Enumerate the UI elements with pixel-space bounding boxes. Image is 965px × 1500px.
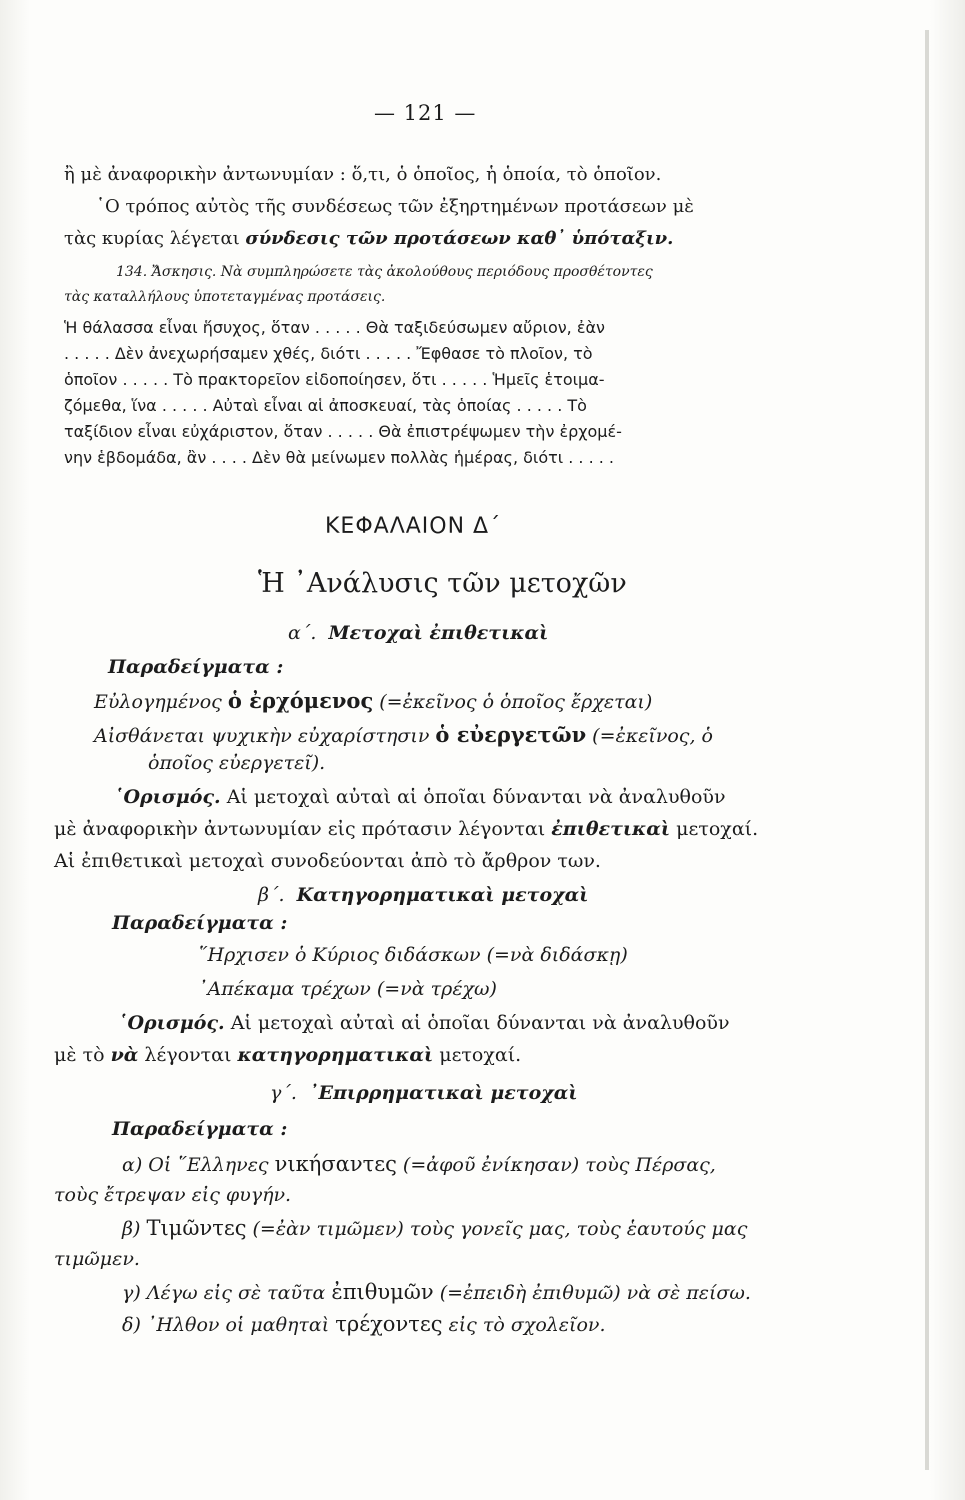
chapter-label: ΚΕΦΑΛΑΙΟΝ Δ΄ [325, 514, 502, 539]
exercise-line-5: ταξίδιον εἶναι εὐχάριστον, ὅταν . . . . . Θὰ ἐπιστρέψωμεν τὴν ἐρχομέ- [64, 422, 622, 441]
page-number: — 121 — [374, 101, 477, 125]
section-c-heading: γ΄. ᾽Επιρρηματικαὶ μετοχαὶ [270, 1082, 578, 1104]
chapter-title: Ἡ ᾽Ανάλυσις τῶν μετοχῶν [258, 568, 627, 599]
section-c-example-c: γ) Λέγω εἰς σὲ ταῦτα ἐπιθυμῶν (=ἐπειδὴ ἐπιθυμῶ) νὰ σὲ πείσω. [122, 1280, 751, 1304]
section-b-examples-label: Παραδείγματα : [112, 912, 288, 934]
section-a-heading: α΄. Μετοχαὶ ἐπιθετικαὶ [288, 622, 549, 644]
section-b-heading: β΄. Κατηγορηματικαὶ μετοχαὶ [258, 884, 589, 906]
section-c-examples-label: Παραδείγματα : [112, 1118, 288, 1140]
section-a-definition-1: ῾Ορισμός. Αἱ μετοχαὶ αὐταὶ αἱ ὁποῖαι δύνανται νὰ ἀναλυθοῦν [114, 786, 726, 808]
intro-line-2: ῾Ο τρόπος αὐτὸς τῆς συνδέσεως τῶν ἐξηρτημένων προτάσεων μὲ [96, 196, 694, 217]
section-c-example-a: α) Οἱ ῞Ελληνες νικήσαντες (=ἀφοῦ ἐνίκησαν) τοὺς Πέρσας, [122, 1152, 716, 1176]
section-a-examples-label: Παραδείγματα : [108, 656, 284, 678]
section-a-example-2-cont: ὁποῖος εὐεργετεῖ). [148, 752, 326, 774]
exercise-instruction: τὰς καταλλήλους ὑποτεταγμένας προτάσεις. [64, 289, 386, 305]
term-syndesis: σύνδεσις τῶν προτάσεων καθ᾽ ὑπόταξιν. [245, 228, 674, 249]
section-c-example-b: β) Τιμῶντες (=ἐὰν τιμῶμεν) τοὺς γονεῖς μας, τοὺς ἑαυτούς μας [122, 1216, 748, 1240]
exercise-line-2: . . . . . Δὲν ἀνεχωρήσαμεν χθές, διότι . . . . . Ἔφθασε τὸ πλοῖον, τὸ [64, 344, 593, 363]
section-c-example-b-cont: τιμῶμεν. [54, 1248, 140, 1270]
section-a-definition-3: Αἱ ἐπιθετικαὶ μετοχαὶ συνοδεύονται ἀπὸ τὸ ἄρθρον των. [54, 850, 601, 872]
exercise-line-4: ζόμεθα, ἵνα . . . . . Αὐταὶ εἶναι αἱ ἀποσκευαί, τὰς ὁποίας . . . . . Τὸ [64, 396, 587, 415]
exercise-line-1: Ἡ θάλασσα εἶναι ἥσυχος, ὅταν . . . . . Θὰ ταξιδεύσωμεν αὔριον, ἐὰν [64, 318, 605, 337]
exercise-heading: 134. Ἄσκησις. Νὰ συμπληρώσετε τὰς ἀκολούθους περιόδους προσθέτοντες [116, 264, 653, 280]
section-a-example-1: Εὐλογημένος ὁ ἐρχόμενος (=ἐκεῖνος ὁ ὁποῖος ἔρχεται) [94, 688, 653, 713]
intro-line-1: ἢ μὲ ἀναφορικὴν ἀντωνυμίαν : ὅ,τι, ὁ ὁποῖος, ἡ ὁποία, τὸ ὁποῖον. [64, 164, 662, 185]
intro-line-3: τὰς κυρίας λέγεται σύνδεσις τῶν προτάσεων καθ᾽ ὑπόταξιν. [64, 228, 674, 249]
section-b-definition-1: ῾Ορισμός. Αἱ μετοχαὶ αὐταὶ αἱ ὁποῖαι δύνανται νὰ ἀναλυθοῦν [118, 1012, 730, 1034]
section-b-example-1: ῞Ηρχισεν ὁ Κύριος διδάσκων (=νὰ διδάσκῃ) [198, 944, 628, 966]
section-c-example-d: δ) ᾽Ηλθον οἱ μαθηταὶ τρέχοντες εἰς τὸ σχολεῖον. [122, 1312, 606, 1336]
section-a-example-2: Αἰσθάνεται ψυχικὴν εὐχαρίστησιν ὁ εὐεργετῶν (=ἐκεῖνος, ὁ [94, 722, 713, 747]
section-b-definition-2: μὲ τὸ νὰ λέγονται κατηγορηματικαὶ μετοχαί. [54, 1044, 522, 1066]
page-edge [925, 30, 929, 1470]
exercise-line-3: ὁποῖον . . . . . Τὸ πρακτορεῖον εἰδοποίησεν, ὅτι . . . . . Ἡμεῖς ἑτοιμα- [64, 370, 605, 389]
section-b-example-2: ᾽Απέκαμα τρέχων (=νὰ τρέχω) [198, 978, 497, 1000]
section-a-definition-2: μὲ ἀναφορικὴν ἀντωνυμίαν εἰς πρότασιν λέγονται ἐπιθετικαὶ μετοχαί. [54, 818, 759, 840]
exercise-line-6: νην ἑβδομάδα, ἂν . . . . Δὲν θὰ μείνωμεν πολλὰς ἡμέρας, διότι . . . . . [64, 448, 615, 467]
section-c-example-a-cont: τοὺς ἔτρεψαν εἰς φυγήν. [54, 1184, 292, 1206]
